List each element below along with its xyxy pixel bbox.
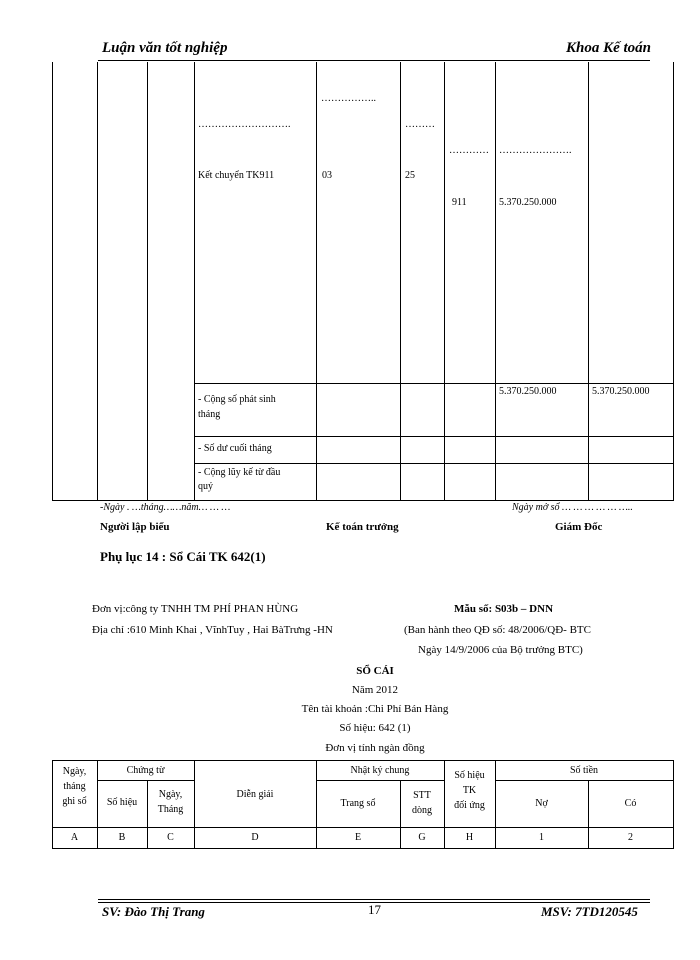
row-total-desc-2: tháng: [198, 409, 221, 420]
appendix-title: Phụ lục 14 : Sổ Cái TK 642(1): [100, 549, 266, 564]
code-e: E: [354, 832, 362, 843]
row-kc-line: 25: [405, 170, 415, 181]
date-left: -Ngày . …tháng……năm… … …: [100, 502, 231, 513]
dots: ………………….: [499, 145, 572, 156]
col-counter-3: đối ứng: [454, 800, 485, 811]
col-voucher: Chứng từ: [126, 765, 165, 776]
footer-rule-1: [98, 899, 650, 900]
dots: …………: [449, 145, 489, 156]
header-right: Khoa Kế toán: [566, 40, 652, 56]
ledger-title: SỔ CÁI: [356, 665, 394, 677]
footer-student: SV: Đào Thị Trang: [102, 904, 205, 919]
form-number: Mẫu số: S03b – DNN: [454, 603, 554, 615]
col-date-3: ghi sổ: [62, 796, 87, 807]
col-journal: Nhật ký chung: [350, 765, 410, 776]
col-journal-line-1: STT: [413, 790, 431, 801]
unit-label: Đơn vị tính ngàn đồng: [325, 742, 425, 754]
code-c: C: [167, 832, 174, 843]
row-cumulative-desc-2: quý: [198, 481, 213, 492]
code-2: 2: [628, 832, 633, 843]
col-journal-page: Trang sổ: [340, 798, 376, 809]
company-unit: Đơn vị:công ty TNHH TM PHÍ PHAN HÙNG: [92, 603, 299, 615]
row-cumulative-desc-1: - Cộng lũy kế từ đầu: [198, 467, 281, 478]
date-right: Ngày mở sổ … … … … … …..: [512, 502, 633, 513]
code-1: 1: [539, 832, 544, 843]
row-total-credit: 5.370.250.000: [592, 386, 650, 397]
ledger-year: Năm 2012: [351, 684, 399, 696]
row-balance-desc: - Số dư cuối tháng: [198, 443, 272, 454]
col-voucher-no: Số hiệu: [106, 797, 138, 808]
col-voucher-date-2: Tháng: [157, 804, 184, 815]
col-counter-2: TK: [462, 785, 477, 796]
header-rule: [98, 60, 650, 61]
col-counter-1: Số hiệu: [454, 770, 485, 781]
chief-accountant-label: Kế toán trưởng: [326, 521, 399, 533]
code-h: H: [465, 832, 474, 843]
col-journal-line-2: dòng: [412, 805, 432, 816]
director-label: Giám Đốc: [555, 521, 603, 533]
header-left: Luận văn tốt nghiệp: [102, 40, 228, 56]
dots: ……………………….: [198, 119, 291, 130]
row-kc-acct: 911: [452, 197, 467, 208]
code-a: A: [70, 832, 79, 843]
dots: ……………..: [321, 93, 376, 104]
page-number: 17: [368, 902, 381, 917]
col-voucher-date-1: Ngày,: [158, 789, 183, 800]
code-g: G: [418, 832, 426, 843]
row-total-debit: 5.370.250.000: [499, 386, 557, 397]
col-date-1: Ngày,: [62, 766, 87, 777]
row-total-desc-1: - Cộng số phát sinh: [198, 394, 276, 405]
issued-line-2: Ngày 14/9/2006 của Bộ trưởng BTC): [418, 644, 583, 656]
col-credit: Có: [624, 798, 637, 809]
dots: ………: [405, 119, 435, 130]
code-b: B: [118, 832, 126, 843]
code-d: D: [251, 832, 259, 843]
col-debit: Nợ: [535, 798, 548, 809]
row-kc-debit: 5.370.250.000: [499, 197, 557, 208]
account-name: Tên tài khoản :Chi Phí Bán Hàng: [301, 703, 449, 715]
col-date-2: tháng: [63, 781, 86, 792]
row-kc-desc: Kết chuyển TK911: [198, 170, 275, 181]
col-amount: Số tiền: [569, 765, 599, 776]
row-kc-page: 03: [322, 170, 332, 181]
account-number: Số hiệu: 642 (1): [339, 722, 411, 734]
footer-student-id: MSV: 7TD120545: [541, 904, 638, 919]
preparer-label: Người lập biểu: [100, 521, 170, 533]
issued-line-1: (Ban hành theo QĐ số: 48/2006/QĐ- BTC: [404, 624, 591, 636]
col-desc: Diễn giải: [236, 789, 274, 800]
company-address: Địa chỉ :610 Minh Khai , VĩnhTuy , Hai BàTrưng -HN: [92, 624, 333, 636]
